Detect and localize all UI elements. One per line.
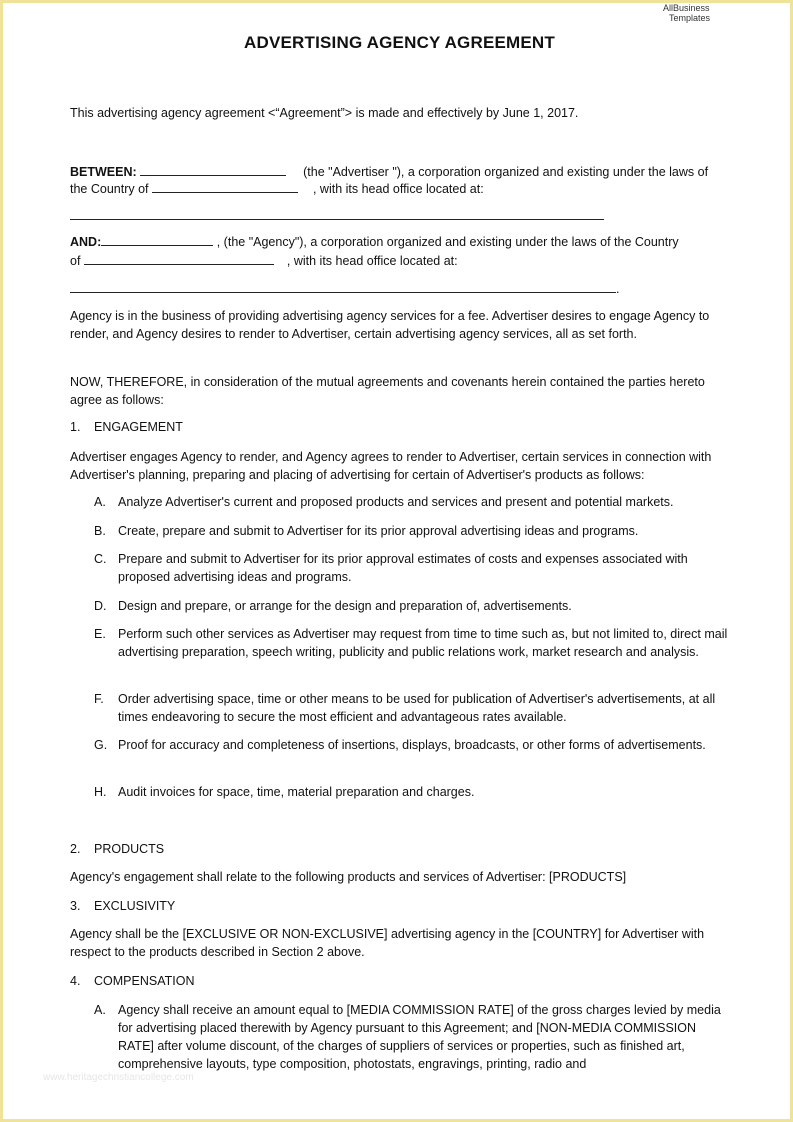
list-item-4a [70,1001,732,1073]
advertiser-address-blank[interactable] [70,206,604,220]
list-item-text: Audit invoices for space, time, material preparation and charges. [118,785,475,799]
list-item-1d [70,597,732,615]
list-item-label: A. [94,495,106,509]
list-item-label: C. [94,552,107,566]
and-line-1 [70,232,679,251]
brand-line1: AllBusiness [663,3,710,13]
section-3-number: 3. [70,899,81,913]
between-text-2-prefix: the Country of [70,182,149,196]
advertiser-name-blank[interactable] [140,162,286,176]
list-item-text: Order advertising space, time or other means to be used for publication of Advertiser's advertisements, at all times endeavoring to secure the most efficient and advantageous rates available. [118,692,716,724]
section-4-heading [70,972,194,990]
list-item-label: E. [94,627,106,641]
list-item-1b [70,522,732,540]
section-2-number: 2. [70,842,81,856]
list-item-text: Analyze Advertiser's current and proposed products and services and present and potential markets. [118,495,674,509]
advertiser-address-line[interactable] [70,206,604,225]
section-1-heading [70,418,183,436]
list-item-text: Perform such other services as Advertiser may request from time to time such as, but not limited to, direct mail advertising preparation, speech writing, publicity and public relations work, market research and analysis. [118,627,728,659]
list-item-label: G. [94,738,108,752]
agency-name-blank[interactable] [101,232,213,246]
brand-logo [663,3,710,23]
list-item-label: D. [94,599,107,613]
and-text-2-suffix: , with its head office located at: [286,254,458,268]
section-1-intro: Advertiser engages Agency to render, and Agency agrees to render to Advertiser, certain services in connection with Advertiser's planning, preparing and placing of advertising for certain of Advertiser's products as follows: [70,450,712,482]
list-item-text: Proof for accuracy and completeness of insertions, displays, broadcasts, or other forms of advertisements. [118,738,706,752]
section-3-title: EXCLUSIVITY [94,899,176,913]
list-item-1c [70,550,732,586]
list-item-label: F. [94,692,104,706]
list-item-text: Agency shall receive an amount equal to [MEDIA COMMISSION RATE] of the gross charges levied by media for advertising placed therewith by Agency pursuant to this Agreement; and [NON-MEDIA COMMISSION RATE] after volume discount, of the charges of suppliers of services or properties, such as finished art, comprehensive layouts, type composition, photostats, engravings, printing, radio and [118,1003,721,1071]
list-item-label: B. [94,524,106,538]
agency-address-line[interactable] [70,279,619,298]
list-item-label: A. [94,1003,106,1017]
intro-paragraph: This advertising agency agreement <“Agreement”> is made and effectively by June 1, 2017. [70,106,579,120]
and-label: AND: [70,235,102,249]
and-line-2 [70,251,458,270]
section-1-title: ENGAGEMENT [94,420,183,434]
advertiser-country-blank[interactable] [152,179,298,193]
list-item-text: Create, prepare and submit to Advertiser for its prior approval advertising ideas and programs. [118,524,639,538]
list-item-1e [70,625,732,661]
recital-paragraph-2: NOW, THEREFORE, in consideration of the mutual agreements and covenants herein contained the parties hereto agree as follows: [70,375,705,407]
section-1-number: 1. [70,420,81,434]
section-4-title: COMPENSATION [94,974,195,988]
between-label: BETWEEN: [70,165,137,179]
watermark-text: www.heritagechristiancollege.com [43,1072,194,1083]
list-item-text: Prepare and submit to Advertiser for its prior approval estimates of costs and expenses associated with proposed advertising ideas and programs. [118,552,688,584]
document-title: ADVERTISING AGENCY AGREEMENT [243,33,555,52]
recital-paragraph-1: Agency is in the business of providing advertising agency services for a fee. Advertiser desires to engage Agency to render, and Agency desires to render to Advertiser, certain advertising agency services, all as set forth. [70,309,710,341]
agency-address-end-dot: . [616,282,620,296]
list-item-1f [70,690,732,726]
agency-address-blank[interactable] [70,279,616,293]
list-item-label: H. [94,785,107,799]
list-item-text: Design and prepare, or arrange for the design and preparation of, advertisements. [118,599,572,613]
section-2-text: Agency's engagement shall relate to the following products and services of Advertiser: [PRODUCTS] [70,870,627,884]
brand-line2: Templates [669,13,711,23]
list-item-1a [70,493,732,511]
list-item-1g [70,736,732,754]
between-text-1: (the "Advertiser "), a corporation organized and existing under the laws of [303,165,709,179]
section-3-heading [70,897,175,915]
between-line-2 [70,179,484,198]
list-item-1h [70,783,732,801]
agency-country-blank[interactable] [84,251,274,265]
section-2-title: PRODUCTS [94,842,165,856]
and-text-1: , (the "Agency"), a corporation organized and existing under the laws of the Country [216,235,679,249]
section-4-number: 4. [70,974,81,988]
between-text-2-suffix: , with its head office located at: [312,182,484,196]
and-text-2-prefix: of [70,254,81,268]
section-2-heading [70,840,164,858]
section-3-text: Agency shall be the [EXCLUSIVE OR NON-EXCLUSIVE] advertising agency in the [COUNTRY] for Advertiser with respect to the products described in Section 2 above. [70,927,705,959]
